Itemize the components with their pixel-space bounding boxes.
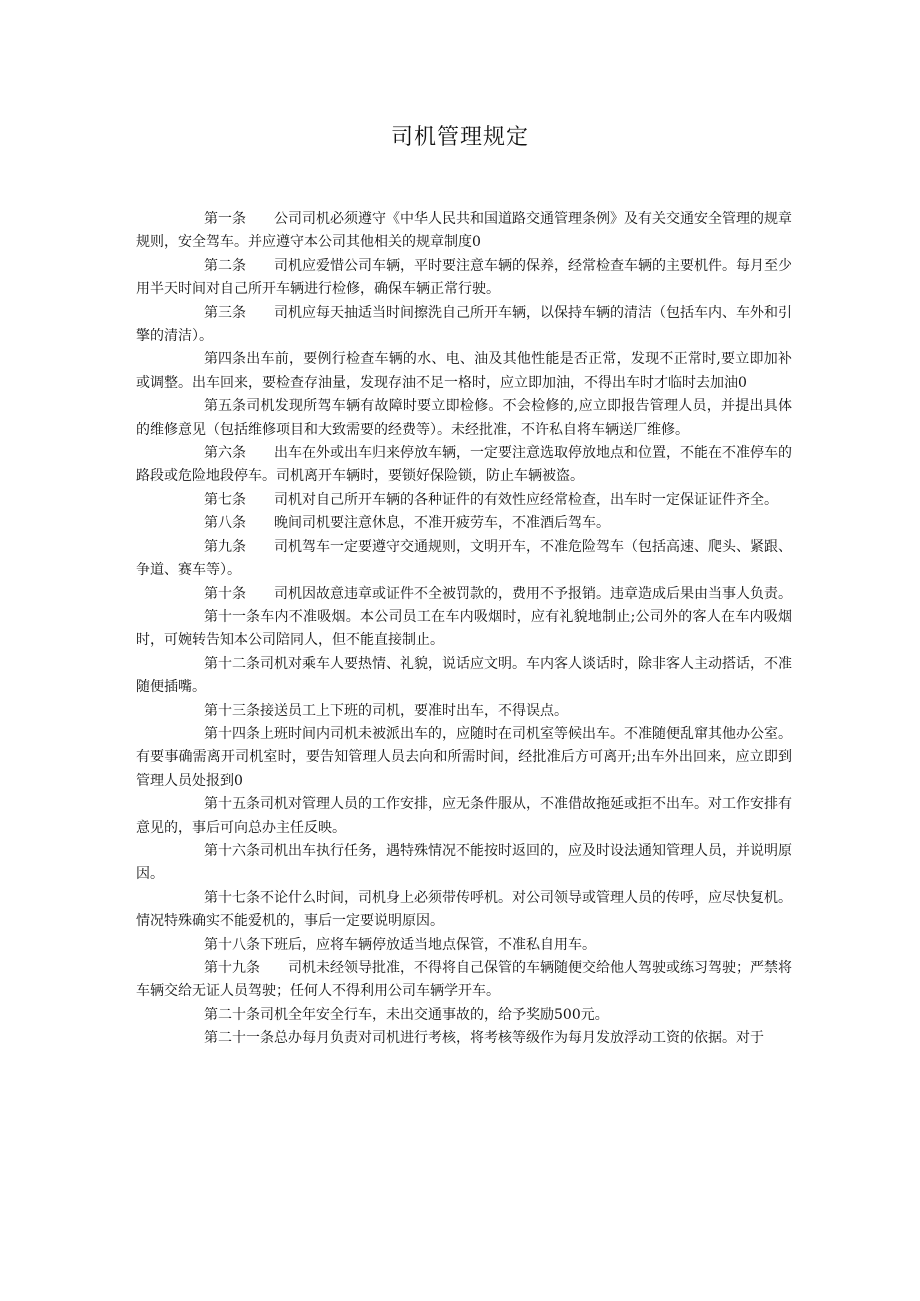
article-text: 司机未经领导批准，不得将自己保管的车辆随便交给他人驾驶或练习驾驶；严禁将车辆交给无证人员驾驶；任何人不得利用公司车辆学开车。 [136, 960, 792, 1000]
article-text: 车内不准吸烟。本公司员工在车内吸烟时，应有礼貌地制止;公司外的客人在车内吸烟时，可婉转告知本公司陪同人，但不能直接制止。 [136, 608, 792, 649]
article-number: 第十四条 [204, 725, 260, 742]
document-title: 司机管理规定 [390, 125, 529, 150]
article-10 [136, 583, 792, 606]
article-5 [136, 395, 792, 442]
article-18 [136, 934, 792, 957]
article-11 [136, 606, 792, 653]
article-number: 第十五条 [204, 796, 260, 813]
article-12 [136, 653, 792, 700]
article-number: 第六条 [204, 445, 246, 462]
article-text: 上班时间内司机未被派出车的，应随时在司机室等候出车。不准随便乱窜其他办公室。有要事确需离开司机室时，要告知管理人员去向和所需时间，经批准后方可离开;出车外出回来，应立即到管理人员处报到0 [136, 725, 792, 789]
article-number: 第九条 [204, 538, 246, 555]
article-number: 第十六条 [204, 842, 260, 859]
article-number: 第四条 [204, 351, 246, 368]
article-2 [136, 255, 792, 302]
article-text: 司机全年安全行车，未出交通事故的，给予奖励500元。 [260, 1006, 609, 1023]
article-text: 司机应爱惜公司车辆，平时要注意车辆的保养，经常检查车辆的主要机件。每月至少用半天时间对自己所开车辆进行检修，确保车辆正常行驶。 [136, 257, 792, 298]
article-16 [136, 840, 792, 887]
document-body [136, 208, 792, 1051]
article-text: 总办每月负责对司机进行考核，将考核等级作为每月发放浮动工资的依据。对于 [274, 1030, 764, 1047]
article-17 [136, 887, 792, 934]
article-text: 司机出车执行任务，遇特殊情况不能按时返回的，应及时设法通知管理人员，并说明原因。 [136, 842, 792, 883]
article-text: 晚间司机要注意休息，不准开疲劳车，不准酒后驾车。 [274, 515, 610, 532]
article-text: 司机对管理人员的工作安排，应无条件服从，不准借故拖延或拒不出车。对工作安排有意见的，事后可向总办主任反映。 [136, 796, 792, 836]
article-21 [136, 1027, 792, 1050]
article-number: 第七条 [204, 491, 246, 508]
article-19 [136, 957, 792, 1004]
article-number: 第一条 [204, 211, 246, 227]
article-text: 司机应每天抽适当时间擦洗自己所开车辆，以保持车辆的清洁（包括车内、车外和引擎的清洁）。 [136, 304, 792, 345]
article-text: 出车在外或出车归来停放车辆，一定要注意选取停放地点和位置，不能在不准停车的路段或危险地段停车。司机离开车辆时，要锁好保险锁，防止车辆被盗。 [136, 445, 792, 485]
article-number: 第二十条 [204, 1006, 260, 1023]
article-text: 司机因故意违章或证件不全被罚款的，费用不予报销。违章造成后果由当事人负责。 [274, 585, 792, 602]
article-text: 司机发现所驾车辆有故障时要立即检修。不会检修的,应立即报告管理人员，并提出具体的维修意见（包括维修项目和大致需要的经费等）。未经批准，不许私自将车辆送厂维修。 [136, 398, 792, 438]
article-text: 出车前，要例行检查车辆的水、电、油及其他性能是否正常，发现不正常时,要立即加补或调整。出车回来，要检查存油量，发现存油不足一格时，应立即加油，不得出车时才临时去加油0 [136, 351, 792, 391]
article-text: 司机对乘车人要热情、礼貌，说话应文明。车内客人谈话时，除非客人主动搭话，不准随便插嘴。 [136, 655, 792, 696]
article-number: 第三条 [204, 304, 246, 321]
article-text: 公司司机必须遵守《中华人民共和国道路交通管理条例》及有关交通安全管理的规章规则，安全驾车。并应遵守本公司其他相关的规章制度0 [136, 211, 792, 251]
article-14 [136, 723, 792, 793]
article-3 [136, 302, 792, 349]
article-number: 第八条 [204, 515, 246, 532]
article-20 [136, 1004, 792, 1027]
article-number: 第十八条 [204, 936, 260, 953]
article-1 [136, 208, 792, 255]
article-6 [136, 442, 792, 489]
article-number: 第二十一条 [204, 1030, 274, 1047]
article-number: 第十条 [204, 585, 246, 602]
article-text: 不论什么时间，司机身上必须带传呼机。对公司领导或管理人员的传呼，应尽快复机。情况特殊确实不能爱机的，事后一定要说明原因。 [136, 889, 792, 930]
article-number: 第十九条 [204, 960, 260, 976]
article-text: 下班后，应将车辆停放适当地点保管，不准私自用车。 [260, 936, 596, 953]
article-13 [136, 700, 792, 723]
article-number: 第十三条 [204, 702, 260, 719]
article-text: 司机驾车一定要遵守交通规则，文明开车，不准危险驾车（包括高速、爬头、紧跟、争道、赛车等）。 [136, 538, 792, 579]
article-text: 司机对自己所开车辆的各种证件的有效性应经常检查，出车时一定保证证件齐全。 [274, 491, 778, 508]
article-number: 第十二条 [204, 655, 260, 672]
article-4 [136, 348, 792, 395]
article-number: 第五条 [204, 398, 246, 415]
article-9 [136, 536, 792, 583]
article-7 [136, 489, 792, 512]
article-15 [136, 793, 792, 840]
article-number: 第十七条 [204, 889, 260, 906]
article-number: 第二条 [204, 257, 246, 274]
article-text: 接送员工上下班的司机，要准时出车，不得误点。 [260, 702, 568, 719]
article-number: 第十一条 [204, 608, 260, 625]
article-8 [136, 512, 792, 535]
